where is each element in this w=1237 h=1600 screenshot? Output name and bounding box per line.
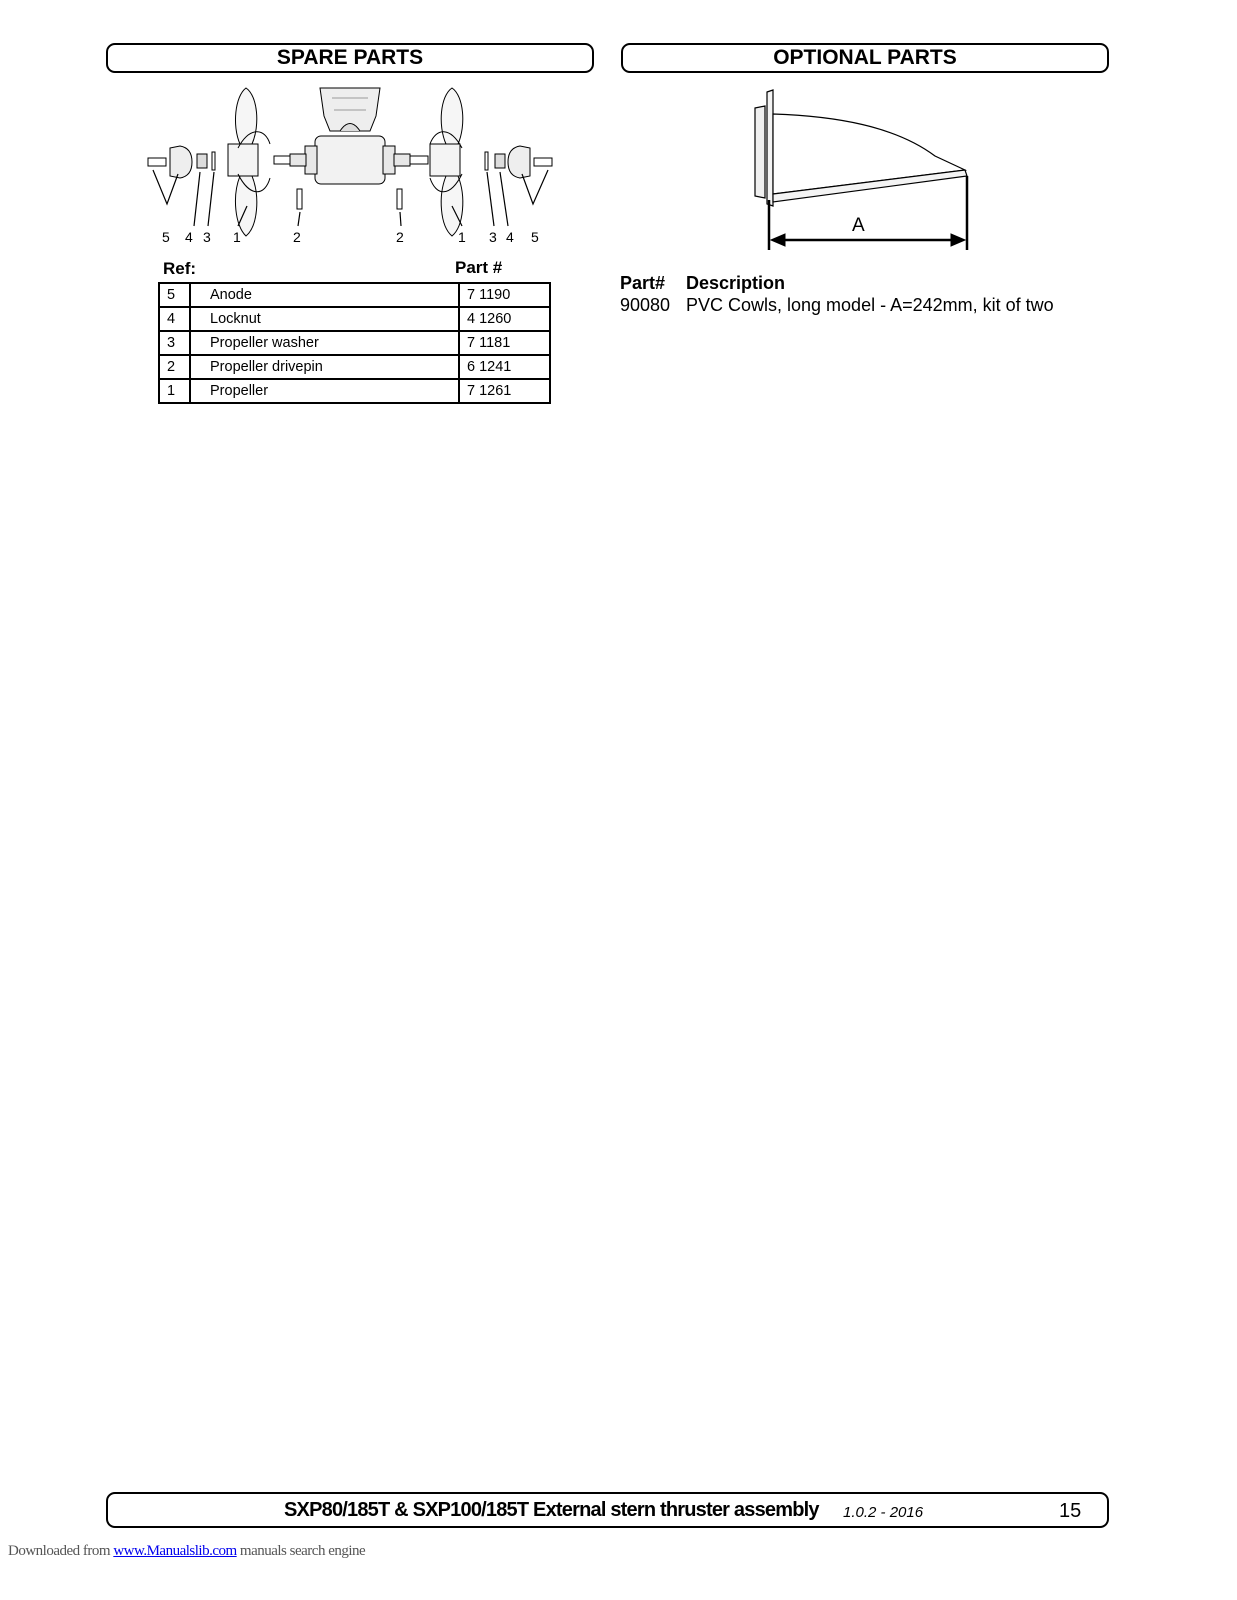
ref-cell: 3 [159,331,190,355]
callout-number: 4 [506,229,514,245]
table-row [159,307,550,331]
table-row [159,331,550,355]
callout-number: 2 [396,229,404,245]
part-number-cell: 7 1181 [459,331,550,355]
callout-number: 5 [162,229,170,245]
part-number: 90080 [620,295,671,315]
description-column-heading: Description [686,273,786,293]
table-row [159,355,550,379]
description-cell: Propeller washer [190,331,459,355]
part-number-cell: 7 1261 [459,379,550,403]
description-cell: Propeller [190,379,459,403]
part-description: PVC Cowls, long model - A=242mm, kit of two [686,295,1054,315]
ref-cell: 4 [159,307,190,331]
spare-parts-table [158,282,551,404]
callout-number: 1 [458,229,466,245]
table-row [159,283,550,307]
spare-parts-header: SPARE PARTS [106,43,594,73]
manualslib-link[interactable]: www.Manualslib.com [113,1543,237,1559]
callout-number: 2 [293,229,301,245]
callout-number: 5 [531,229,539,245]
download-suffix: manuals search engine [236,1543,366,1559]
download-attribution [8,1543,365,1560]
ref-cell: 2 [159,355,190,379]
part-number-column-heading: Part # [455,258,503,277]
ref-cell: 5 [159,283,190,307]
callout-number: 3 [203,229,211,245]
description-cell: Anode [190,283,459,307]
description-cell: Propeller drivepin [190,355,459,379]
callout-number: 3 [489,229,497,245]
ref-cell: 1 [159,379,190,403]
propeller-exploded-diagram [140,86,570,248]
description-cell: Locknut [190,307,459,331]
callout-number: 1 [233,229,241,245]
optional-parts-header: OPTIONAL PARTS [621,43,1109,73]
part-number-column-heading: Part# [620,273,666,293]
table-row [159,379,550,403]
document-title: SXP80/185T & SXP100/185T External stern thruster assembly [284,1499,819,1521]
part-number-cell: 4 1260 [459,307,550,331]
page-footer [106,1492,1109,1528]
document-version: 1.0.2 - 2016 [843,1504,924,1521]
part-number-cell: 7 1190 [459,283,550,307]
dimension-label: A [852,215,865,236]
callout-number: 4 [185,229,193,245]
ref-column-heading: Ref: [163,259,197,278]
download-prefix: Downloaded from [8,1543,114,1559]
page-number: 15 [1059,1500,1082,1522]
part-number-cell: 6 1241 [459,355,550,379]
